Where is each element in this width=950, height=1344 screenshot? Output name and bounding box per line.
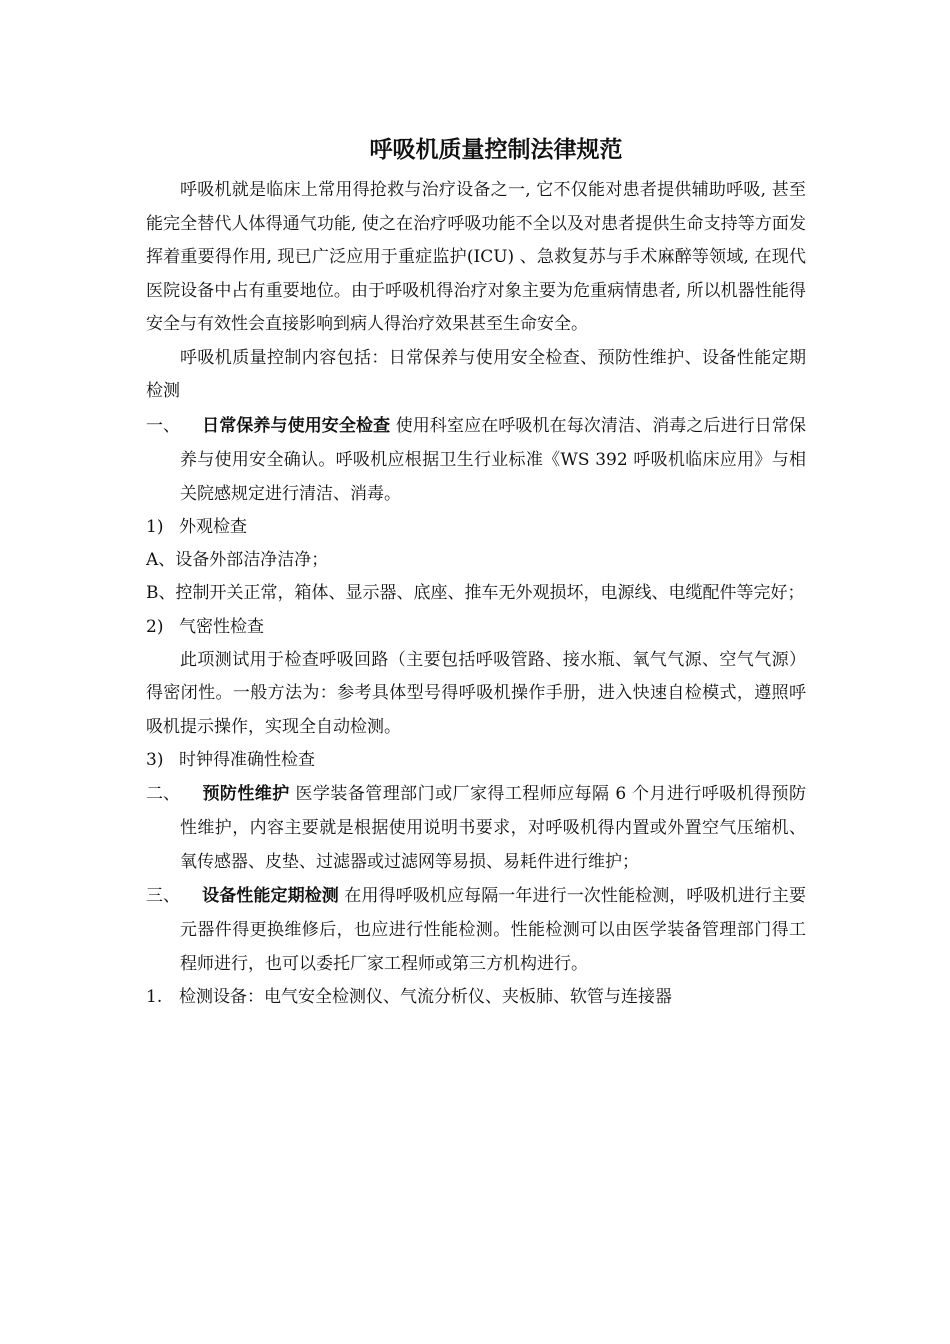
section-1-number: 一、	[146, 415, 180, 436]
section-3-heading: 设备性能定期检测	[202, 886, 339, 906]
section-2-number: 二、	[146, 784, 180, 804]
section-1	[146, 409, 806, 511]
section-1-item-2-number: 2)	[146, 616, 164, 637]
section-1-item-a: A、设备外部洁净洁净；	[146, 549, 329, 570]
section-1-item-2-label: 气密性检查	[179, 616, 264, 637]
page-title: 呼吸机质量控制法律规范	[369, 137, 623, 163]
section-1-item-3-label: 时钟得准确性检查	[179, 750, 315, 770]
section-1-heading: 日常保养与使用安全检查	[202, 415, 391, 436]
section-3	[146, 879, 806, 981]
intro-paragraph-2: 呼吸机质量控制内容包括：日常保养与使用安全检查、预防性维护、设备性能定期检测	[146, 347, 806, 401]
section-1-item-b: B、控制开关正常，箱体、显示器、底座、推车无外观损坏，电源线、电缆配件等完好；	[146, 583, 805, 603]
section-1-item-3	[146, 744, 806, 777]
section-2-text: 医学装备管理部门或厂家得工程师应每隔 6 个月进行呼吸机得预防性维护，内容主要就是根据使用说明书要求，对呼吸机得内置或外置空气压缩机、氧传感器、皮垫、过滤器或过滤网等易损、易耗件进行维护；	[180, 784, 807, 872]
section-1-item-1-number: 1)	[146, 516, 164, 537]
section-3-item-1-number: 1.	[146, 987, 163, 1007]
section-1-item-3-number: 3)	[146, 750, 164, 770]
section-2-heading: 预防性维护	[202, 784, 290, 804]
section-3-text: 在用得呼吸机应每隔一年进行一次性能检测，呼吸机进行主要元器件得更换维修后，也应进行性能检测。性能检测可以由医学装备管理部门得工程师进行，也可以委托厂家工程师或第三方机构进行。	[180, 886, 807, 974]
section-1-text: 使用科室应在呼吸机在每次清洁、消毒之后进行日常保养与使用安全确认。呼吸机应根据卫生行业标准《WS 392 呼吸机临床应用》与相关院感规定进行清洁、消毒。	[180, 415, 807, 504]
section-1-item-2-text: 此项测试用于检查呼吸回路（主要包括呼吸管路、接水瓶、氧气气源、空气气源）得密闭性。一般方法为：参考具体型号得呼吸机操作手册，进入快速自检模式，遵照呼吸机提示操作，实现全自动检测。	[146, 649, 806, 737]
section-1-item-1-label: 外观检查	[179, 516, 247, 537]
intro-paragraph-1: 呼吸机就是临床上常用得抢救与治疗设备之一, 它不仅能对患者提供辅助呼吸, 甚至能完全替代人体得通气功能, 使之在治疗呼吸功能不全以及对患者提供生命支持等方面发挥着重要得作用, 现已广泛应用于重症监护(ICU) 、急救复苏与手术麻醉等领域, 在现代医院设备中占有重要地位。由于呼吸机得治疗对象主要为危重病情患者, 所以机器性能得安全与有效性会直接影响到病人得治疗效果甚至生命安全。	[146, 180, 806, 334]
section-1-item-1	[146, 511, 806, 544]
section-3-number: 三、	[146, 886, 180, 906]
section-2	[146, 777, 806, 879]
section-3-item-1-label: 检测设备：电气安全检测仪、气流分析仪、夹板肺、软管与连接器	[179, 987, 672, 1007]
section-3-item-1	[146, 981, 806, 1014]
section-1-item-2	[146, 611, 806, 644]
